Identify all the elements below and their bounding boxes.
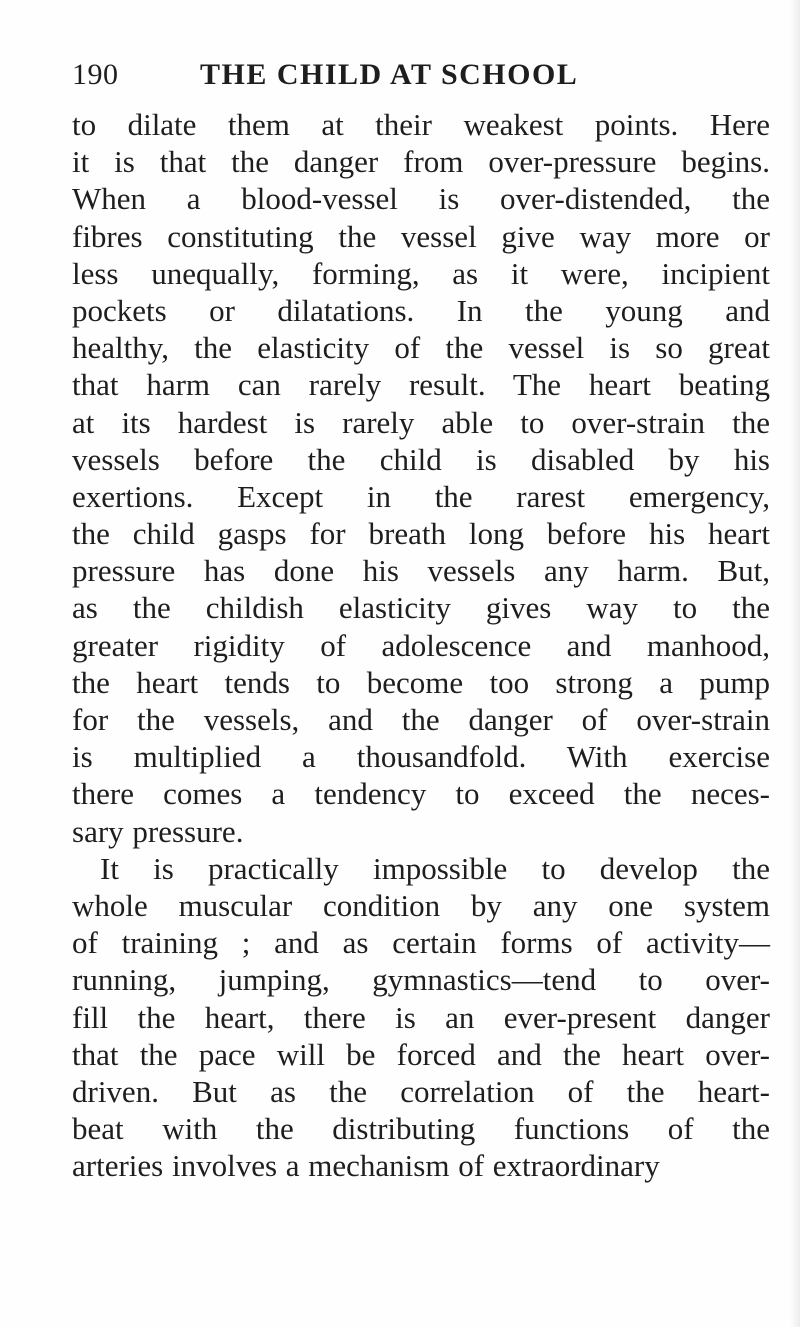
text-line: there comes a tendency to exceed the neces- xyxy=(72,776,770,812)
page-edge-shadow xyxy=(790,0,800,1327)
text-line: arteries involves a mechanism of extraordinary xyxy=(72,1148,660,1184)
text-line: pockets or dilatations. In the young and xyxy=(72,292,770,328)
text-line: fibres constituting the vessel give way more or xyxy=(72,218,770,254)
text-line: fill the heart, there is an ever-present danger xyxy=(72,999,770,1035)
text-line: is multiplied a thousandfold. With exercise xyxy=(72,739,770,775)
page-header xyxy=(72,58,772,98)
text-line: exertions. Except in the rarest emergency, xyxy=(72,478,770,514)
body-text xyxy=(72,106,770,1184)
text-line: that harm can rarely result. The heart beating xyxy=(72,367,770,403)
running-head: THE CHILD AT SCHOOL xyxy=(200,58,579,91)
text-line: vessels before the child is disabled by his xyxy=(72,441,770,477)
text-line: the child gasps for breath long before his heart xyxy=(72,516,770,552)
paragraph-2 xyxy=(72,850,770,1185)
paragraph-1 xyxy=(72,106,770,850)
text-line: beat with the distributing functions of the xyxy=(72,1111,770,1147)
text-line: as the childish elasticity gives way to the xyxy=(72,590,770,626)
text-line: for the vessels, and the danger of over-strain xyxy=(72,702,770,737)
text-line: the heart tends to become too strong a pump xyxy=(72,664,770,700)
text-line: It is practically impossible to develop the xyxy=(100,850,770,886)
text-line: When a blood-vessel is over-distended, the xyxy=(72,181,770,217)
text-line: it is that the danger from over-pressure begins. xyxy=(72,144,770,180)
text-line: at its hardest is rarely able to over-strain the xyxy=(72,404,770,440)
text-line: whole muscular condition by any one system xyxy=(72,887,770,923)
text-line: to dilate them at their weakest points. Here xyxy=(72,107,770,142)
text-line: pressure has done his vessels any harm. But, xyxy=(72,553,770,589)
text-line: healthy, the elasticity of the vessel is so great xyxy=(72,330,770,366)
text-line: less unequally, forming, as it were, incipient xyxy=(72,255,770,291)
text-line: driven. But as the correlation of the heart- xyxy=(72,1073,770,1109)
text-line: greater rigidity of adolescence and manhood, xyxy=(72,627,770,663)
text-line: of training ; and as certain forms of activity— xyxy=(72,925,770,961)
text-line: sary pressure. xyxy=(72,813,244,849)
page-number: 190 xyxy=(72,58,119,91)
text-line: running, jumping, gymnastics—tend to over- xyxy=(72,962,770,998)
text-line: that the pace will be forced and the heart over- xyxy=(72,1036,770,1072)
